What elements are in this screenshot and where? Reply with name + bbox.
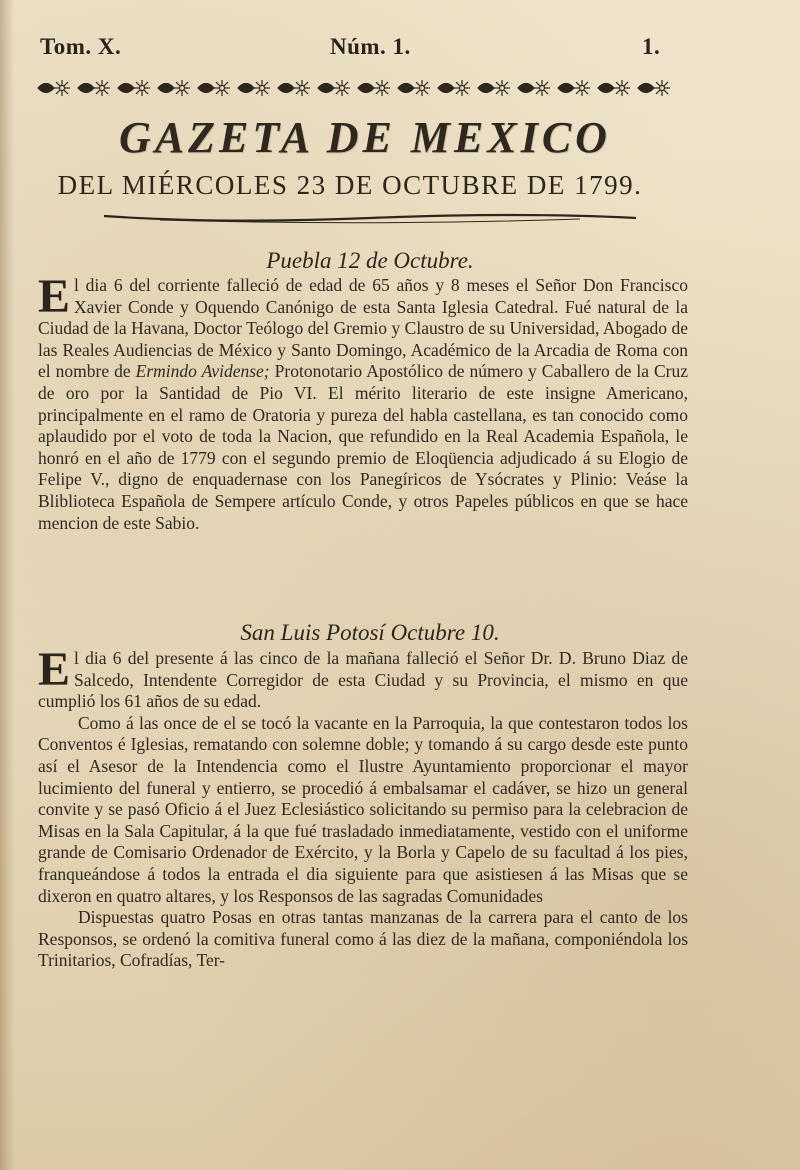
page-number: 1. [642, 34, 661, 59]
article-puebla [38, 270, 689, 534]
masthead-title: GAZETA DE MEXICO [119, 113, 611, 162]
drop-cap: E [38, 270, 71, 323]
article-text: Protonotario Apostólico de número y Caballero de la Cruz de oro por la Santidad de Pio VI. El mérito literario de este insigne Americano, principalmente en el ramo de Oratoria y pureza del habla castellana, es tan conocido como aplaudido por el voto de toda la Nacion, que refundido en la Real Academia Española, le honró en el año de 1779 con el segundo premio de Eloqüencia adjudicado á su Elogio de Felipe V., digno de enquadernase con los Panegíricos de Ysócrates y Plinio: Veáse la Bliblioteca Española de Sempere artículo Conde, y otros Papeles públicos en que se hace mencion de este Sabio. [38, 361, 689, 533]
ornament-leaf-icon [38, 84, 54, 93]
volume-label: Tom. X. [40, 34, 122, 59]
paragraph: Como á las once de el se tocó la vacante en la Parroquia, la que contestaron todos los Conventos é Iglesias, rematando con solemne doble; y tomando á su cargo desde este punto así el Asesor de la Intendencia como el Ilustre Ayuntamiento proporcionar el mayor lucimiento del funeral y entierro, se procedió á embalsamar el cadáver, se hizo un general convite y se pasó Oficio á el Juez Eclesiástico solicitando su permiso para la celebracion de Misas en la Sala Capitular, á la que fué trasladado inmediatamente, vestido con el uniforme grande de Comisario Ordenador de Exército, y la Borla y Capelo de su facultad á los pies, franqueándose á todos la entrada el dia siguiente para que asistiesen á las Misas que se dixeron en quatro altares, y los Responsos de las sagradas Comunidades [38, 712, 688, 906]
drop-cap: E [38, 643, 71, 696]
paragraph-text: l dia 6 del presente á las cinco de la mañana falleció el Señor Dr. D. Bruno Diaz de Salcedo, Intendente Corregidor de esta Ciudad y su Provincia, el mismo en que cumplió los 61 años de su edad. [38, 648, 688, 712]
decorative-rule [100, 206, 640, 226]
issue-date: DEL MIÉRCOLES 23 DE OCTUBRE DE 1799. [57, 170, 643, 200]
issue-number: Núm. 1. [330, 34, 411, 59]
article-san-luis [38, 643, 688, 972]
paragraph: Dispuestas quatro Posas en otras tantas manzanas de la carrera para el canto de los Responsos, se ordenó la comitiva funeral como á las diez de la mañana, componiéndola los Trinitarios, Cofradías, Ter- [38, 907, 688, 971]
paragraph [38, 643, 688, 713]
section-heading-san-luis: San Luis Potosí Octubre 10. [240, 620, 500, 645]
section-heading-puebla: Puebla 12 de Octubre. [266, 248, 474, 273]
arcadian-name: Ermindo Avidense; [135, 361, 270, 382]
ornament-border [36, 74, 676, 102]
article-text: l dia 6 del corriente falleció de edad de 65 años y 8 meses el Señor Don Francisco Xavier Conde y Oquendo Canónigo de esta Santa Iglesia Catedral. Fué natural de la Ciudad de la Havana, Doctor Teólogo del Gremio y Claustro de su Universidad, Abogado de las Reales Audiencias de México y Santo Domingo, Académico de la Arcadia de Roma con el nombre de [38, 275, 688, 382]
